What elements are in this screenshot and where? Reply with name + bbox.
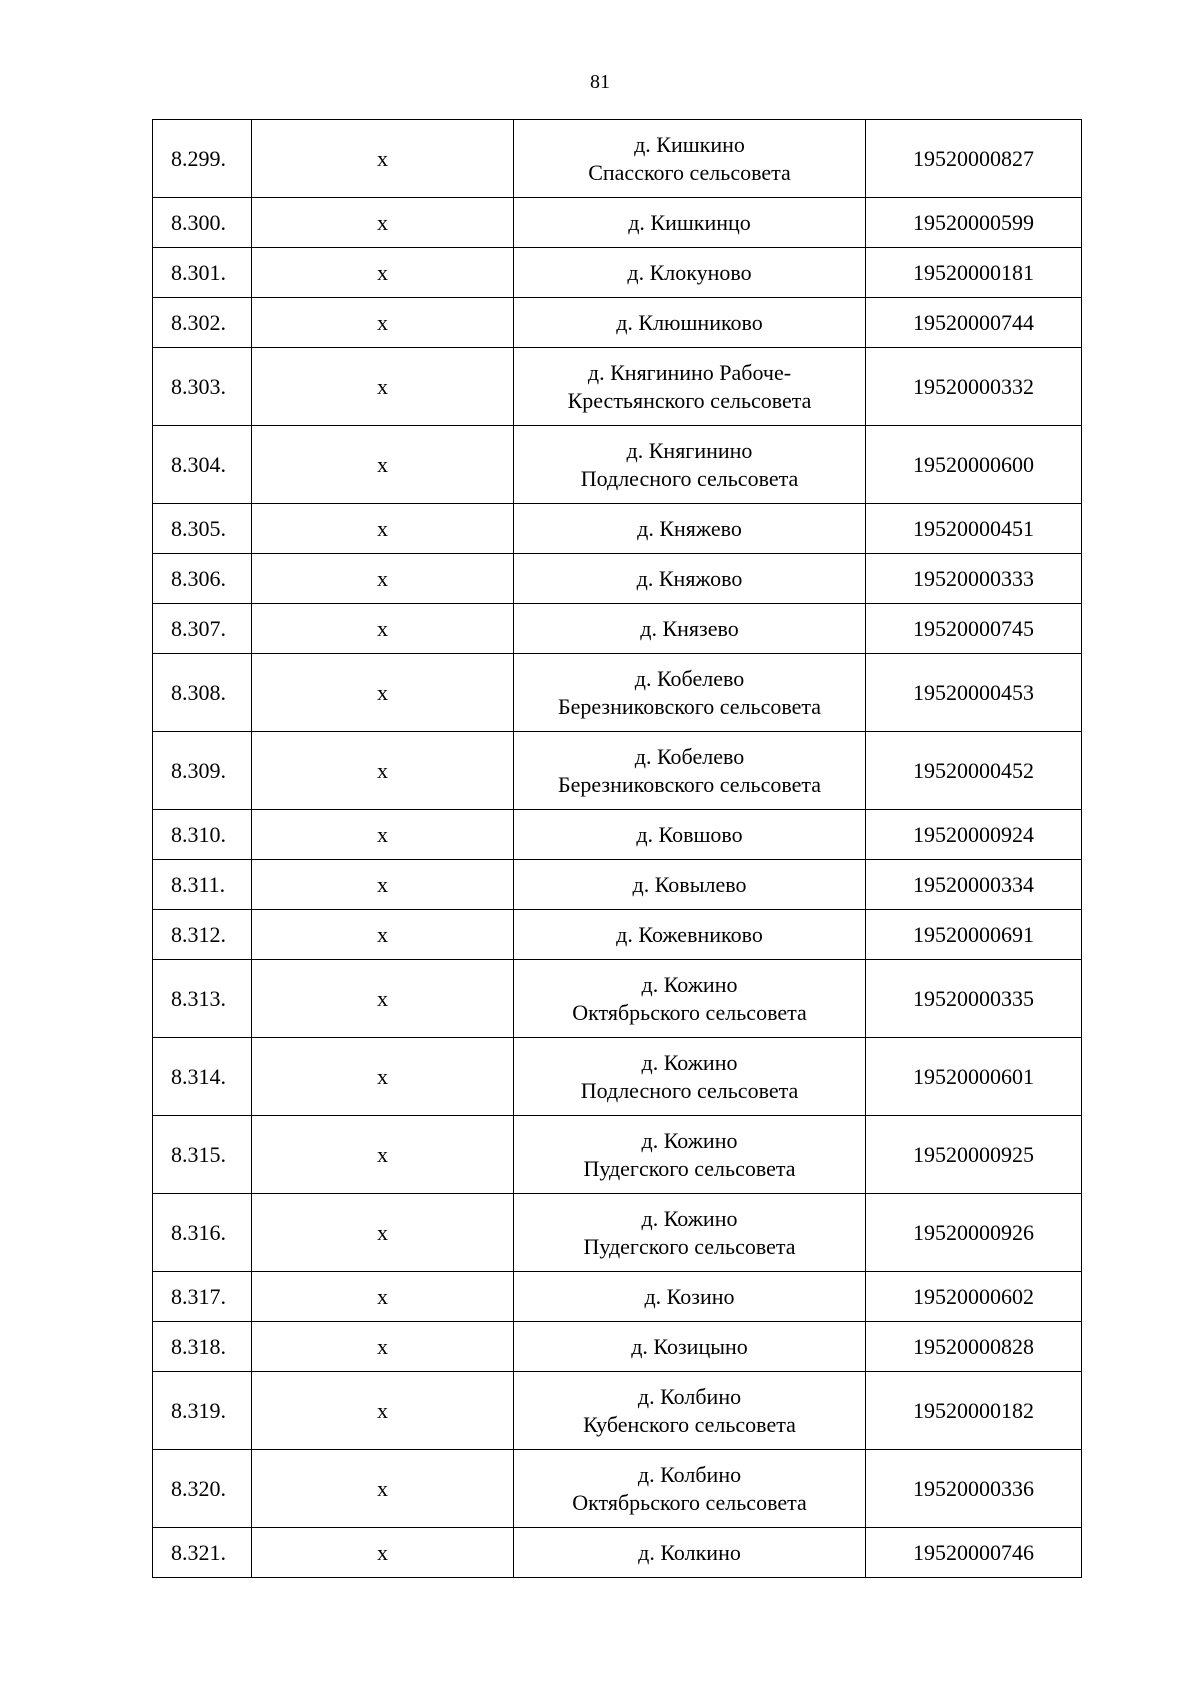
settlement-name-line: Кубенского сельсовета [583,1411,796,1437]
settlement-name-cell [514,1194,866,1272]
mark-cell: х [252,1450,514,1528]
settlement-name-line: Березниковского сельсовета [557,693,822,719]
settlement-name-cell [514,1528,866,1578]
row-number-cell: 8.303. [153,348,252,426]
mark-cell: х [252,120,514,198]
table-row [153,960,1082,1038]
settlement-name-line: д. Кожино [641,1205,738,1231]
settlement-name-line: д. Клюшниково [616,309,763,335]
oktmo-code-cell: 19520000745 [866,604,1082,654]
row-number-cell: 8.305. [153,504,252,554]
row-number-cell: 8.309. [153,732,252,810]
row-number-cell: 8.302. [153,298,252,348]
table-row [153,554,1082,604]
table-row [153,604,1082,654]
mark-cell: х [252,1272,514,1322]
mark-cell: х [252,426,514,504]
settlement-name-cell [514,910,866,960]
settlement-name-line: д. Кишкинцо [628,209,751,235]
row-number-cell: 8.312. [153,910,252,960]
settlement-name-cell [514,1322,866,1372]
oktmo-code-cell: 19520000746 [866,1528,1082,1578]
settlement-name-line: д. Кожевниково [616,921,763,947]
settlement-name-line: д. Княжово [636,565,743,591]
row-number-cell: 8.306. [153,554,252,604]
mark-cell: х [252,1194,514,1272]
oktmo-code-cell: 19520000334 [866,860,1082,910]
settlement-name-line: д. Князево [640,615,739,641]
oktmo-code-cell: 19520000333 [866,554,1082,604]
settlement-name-line: Октябрьского сельсовета [572,999,807,1025]
settlement-name-cell [514,248,866,298]
row-number-cell: 8.313. [153,960,252,1038]
table-row [153,910,1082,960]
oktmo-code-cell: 19520000601 [866,1038,1082,1116]
table-row [153,298,1082,348]
settlement-name-line: д. Колкино [638,1539,741,1565]
settlement-name-cell [514,604,866,654]
settlement-name-line: Подлесного сельсовета [580,1077,799,1103]
oktmo-code-cell: 19520000451 [866,504,1082,554]
settlement-name-line: д. Козино [644,1283,735,1309]
table-row [153,1372,1082,1450]
oktmo-code-cell: 19520000925 [866,1116,1082,1194]
settlement-name-line: Пудегского сельсовета [583,1155,796,1181]
settlements-table [152,119,1082,1578]
table-row [153,1450,1082,1528]
table-row [153,248,1082,298]
settlement-name-line: д. Ковшово [636,821,743,847]
settlement-name-line: д. Кобелево [634,665,745,691]
table-row [153,426,1082,504]
settlement-name-cell [514,554,866,604]
settlement-name-line: Пудегского сельсовета [583,1233,796,1259]
oktmo-code-cell: 19520000452 [866,732,1082,810]
row-number-cell: 8.311. [153,860,252,910]
oktmo-code-cell: 19520000336 [866,1450,1082,1528]
mark-cell: х [252,604,514,654]
oktmo-code-cell: 19520000453 [866,654,1082,732]
settlement-name-cell [514,1450,866,1528]
settlement-name-line: Крестьянского сельсовета [567,387,812,413]
settlement-name-cell [514,426,866,504]
row-number-cell: 8.317. [153,1272,252,1322]
mark-cell: х [252,1322,514,1372]
row-number-cell: 8.314. [153,1038,252,1116]
table-row [153,654,1082,732]
oktmo-code-cell: 19520000602 [866,1272,1082,1322]
settlement-name-cell [514,198,866,248]
table-row [153,860,1082,910]
table-row [153,348,1082,426]
oktmo-code-cell: 19520000827 [866,120,1082,198]
settlement-name-line: д. Кожино [641,971,738,997]
row-number-cell: 8.304. [153,426,252,504]
table-row [153,810,1082,860]
settlement-name-line: д. Кобелево [634,743,745,769]
row-number-cell: 8.308. [153,654,252,732]
oktmo-code-cell: 19520000828 [866,1322,1082,1372]
settlement-name-line: д. Княгинино Рабоче- [587,359,792,385]
settlement-name-cell [514,1038,866,1116]
mark-cell: х [252,1372,514,1450]
table-row [153,1272,1082,1322]
settlement-name-cell [514,1372,866,1450]
row-number-cell: 8.316. [153,1194,252,1272]
row-number-cell: 8.319. [153,1372,252,1450]
mark-cell: х [252,504,514,554]
row-number-cell: 8.318. [153,1322,252,1372]
mark-cell: х [252,810,514,860]
table-row [153,732,1082,810]
row-number-cell: 8.299. [153,120,252,198]
row-number-cell: 8.300. [153,198,252,248]
oktmo-code-cell: 19520000599 [866,198,1082,248]
table-row [153,1528,1082,1578]
row-number-cell: 8.310. [153,810,252,860]
settlement-name-line: Березниковского сельсовета [557,771,822,797]
mark-cell: х [252,198,514,248]
mark-cell: х [252,960,514,1038]
settlement-name-cell [514,298,866,348]
mark-cell: х [252,910,514,960]
settlements-table-body [153,120,1082,1578]
row-number-cell: 8.307. [153,604,252,654]
settlement-name-line: д. Колбино [637,1461,742,1487]
row-number-cell: 8.301. [153,248,252,298]
page-number: 81 [590,71,610,93]
settlement-name-line: д. Кожино [641,1127,738,1153]
settlement-name-cell [514,960,866,1038]
settlement-name-line: д. Козицыно [631,1333,748,1359]
table-row [153,1322,1082,1372]
mark-cell: х [252,1528,514,1578]
settlement-name-cell [514,1272,866,1322]
oktmo-code-cell: 19520000332 [866,348,1082,426]
table-row [153,504,1082,554]
settlement-name-line: Подлесного сельсовета [580,465,799,491]
mark-cell: х [252,860,514,910]
settlement-name-cell [514,860,866,910]
oktmo-code-cell: 19520000600 [866,426,1082,504]
settlement-name-line: д. Кишкино [634,131,745,157]
settlement-name-cell [514,654,866,732]
settlement-name-line: д. Клокуново [627,259,752,285]
settlement-name-line: д. Кожино [641,1049,738,1075]
oktmo-code-cell: 19520000335 [866,960,1082,1038]
settlement-name-line: д. Княжево [637,515,742,541]
oktmo-code-cell: 19520000926 [866,1194,1082,1272]
mark-cell: х [252,732,514,810]
table-row [153,120,1082,198]
mark-cell: х [252,1038,514,1116]
settlement-name-line: Спасского сельсовета [588,159,791,185]
oktmo-code-cell: 19520000744 [866,298,1082,348]
row-number-cell: 8.315. [153,1116,252,1194]
settlement-name-cell [514,732,866,810]
settlement-name-cell [514,810,866,860]
oktmo-code-cell: 19520000924 [866,810,1082,860]
settlement-name-line: д. Княгинино [626,437,753,463]
row-number-cell: 8.320. [153,1450,252,1528]
mark-cell: х [252,554,514,604]
table-row [153,1116,1082,1194]
table-row [153,1194,1082,1272]
settlement-name-line: д. Колбино [637,1383,742,1409]
mark-cell: х [252,348,514,426]
row-number-cell: 8.321. [153,1528,252,1578]
oktmo-code-cell: 19520000181 [866,248,1082,298]
oktmo-code-cell: 19520000691 [866,910,1082,960]
mark-cell: х [252,1116,514,1194]
settlement-name-cell [514,348,866,426]
settlement-name-line: д. Ковылево [632,871,747,897]
oktmo-code-cell: 19520000182 [866,1372,1082,1450]
mark-cell: х [252,248,514,298]
mark-cell: х [252,654,514,732]
table-row [153,198,1082,248]
table-row [153,1038,1082,1116]
settlement-name-line: Октябрьского сельсовета [572,1489,807,1515]
settlement-name-cell [514,1116,866,1194]
settlement-name-cell [514,120,866,198]
mark-cell: х [252,298,514,348]
settlement-name-cell [514,504,866,554]
